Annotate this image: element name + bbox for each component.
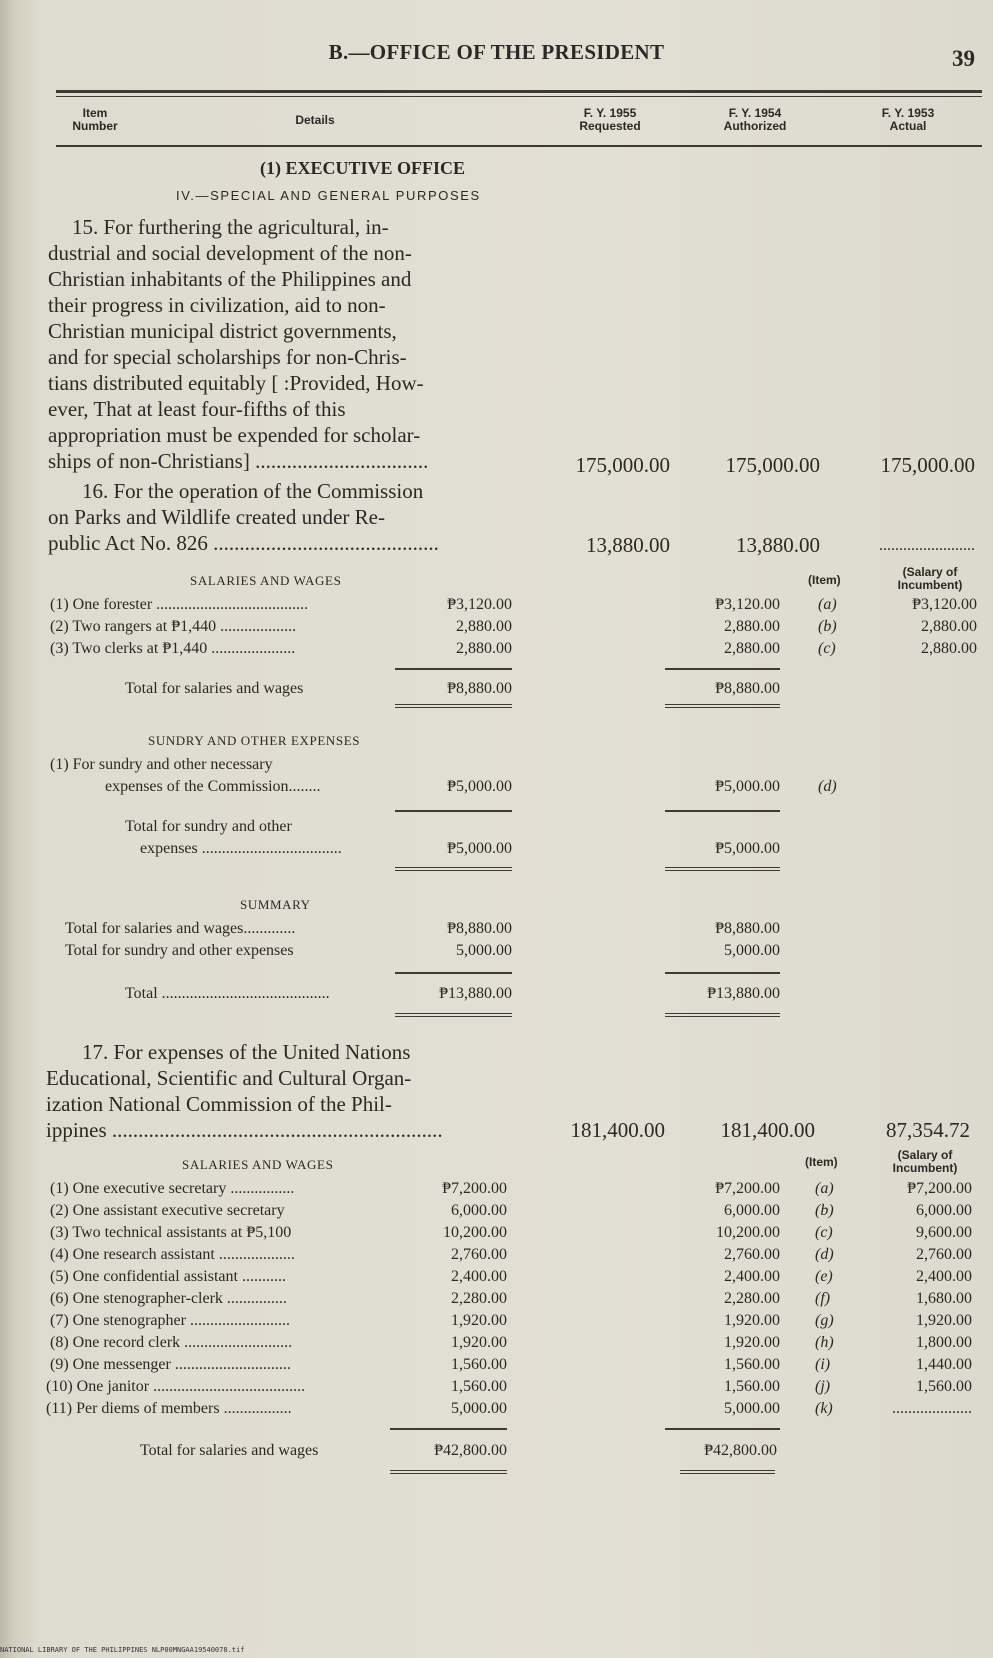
item17-salary-5-incumbent: 2,400.00 xyxy=(916,1268,972,1285)
item17-salary-4-item: (d) xyxy=(815,1246,834,1263)
item17-salary-9-item: (i) xyxy=(815,1356,831,1373)
rule xyxy=(665,972,780,974)
item17-line-2: Educational, Scientific and Cultural Organ- xyxy=(46,1066,412,1090)
item16-salary-1-item: (a) xyxy=(818,596,837,613)
rule xyxy=(665,1428,780,1430)
item16-sundry-line-2: expenses of the Commission........ xyxy=(105,778,321,795)
item16-total: ₱13,880.00 xyxy=(439,985,512,1002)
item16-summary-2-amount: 5,000.00 xyxy=(456,942,512,959)
item16-summary-1-amount: ₱8,880.00 xyxy=(447,920,512,937)
item16-sundry-amount: ₱5,000.00 xyxy=(447,778,512,795)
item17-salaries-total: ₱42,800.00 xyxy=(434,1442,507,1459)
rule xyxy=(665,810,780,812)
item16-sundry-heading: SUNDRY AND OTHER EXPENSES xyxy=(148,733,361,748)
item16-salary-1-amount: ₱3,120.00 xyxy=(447,596,512,613)
item17-salary-1-fy1954: ₱7,200.00 xyxy=(715,1180,780,1197)
item17-salary-6-item: (f) xyxy=(815,1290,831,1307)
item15-line-2: dustrial and social development of the non- xyxy=(48,241,412,265)
item17-salary-8-amount: 1,920.00 xyxy=(451,1334,507,1351)
item17-salary-6-text: (6) One stenographer-clerk ............... xyxy=(50,1290,287,1307)
item16-line-2: on Parks and Wildlife created under Re- xyxy=(48,505,385,529)
item17-fy1955: 181,400.00 xyxy=(570,1118,665,1142)
item17-salary-6-amount: 2,280.00 xyxy=(451,1290,507,1307)
rule xyxy=(395,810,512,812)
item17-salary-2-item: (b) xyxy=(815,1202,834,1219)
item17-salary-6-incumbent: 1,680.00 xyxy=(916,1290,972,1307)
item16-sundry-total-line-2: expenses ................................... xyxy=(140,840,342,857)
item16-sundry-total-line-1: Total for sundry and other xyxy=(125,818,292,835)
item17-salary-2-incumbent: 6,000.00 xyxy=(916,1202,972,1219)
rule xyxy=(665,668,780,670)
col-fy1954: F. Y. 1954 Authorized xyxy=(723,106,787,133)
item15-line-9: appropriation must be expended for scholar- xyxy=(48,423,421,447)
item17-fy1953: 87,354.72 xyxy=(886,1118,970,1142)
item17-salary-1-amount: ₱7,200.00 xyxy=(442,1180,507,1197)
item17-salary-9-text: (9) One messenger ............................. xyxy=(50,1356,291,1373)
item15-line-1: 15. For furthering the agricultural, in- xyxy=(72,215,389,239)
item16-salary-3-fy1954: 2,880.00 xyxy=(724,640,780,657)
item17-salary-3-incumbent: 9,600.00 xyxy=(916,1224,972,1241)
page-number: 39 xyxy=(952,46,975,71)
double-rule xyxy=(665,867,780,871)
column-header-rule xyxy=(56,145,982,147)
double-rule xyxy=(680,1470,775,1474)
item16-salaries-heading: SALARIES AND WAGES xyxy=(190,573,342,588)
item17-salary-5-item: (e) xyxy=(815,1268,833,1285)
double-rule xyxy=(390,1470,507,1474)
item16-incumbent-label: (Salary of Incumbent) xyxy=(897,565,963,592)
rule xyxy=(395,972,512,974)
item15-line-10: ships of non-Christians] ................................. xyxy=(48,449,429,473)
item15-line-6: and for special scholarships for non-Chris- xyxy=(48,345,407,369)
item16-salaries-total-label: Total for salaries and wages xyxy=(125,680,304,697)
item17-salary-7-amount: 1,920.00 xyxy=(451,1312,507,1329)
item16-total-fy1954: ₱13,880.00 xyxy=(707,985,780,1002)
item17-salary-11-amount: 5,000.00 xyxy=(451,1400,507,1417)
scan-footer: NATIONAL LIBRARY OF THE PHILIPPINES NLP00MNGAA19540078.tif xyxy=(0,1646,245,1654)
item17-salary-3-amount: 10,200.00 xyxy=(443,1224,507,1241)
item15-line-3: Christian inhabitants of the Philippines and xyxy=(48,267,412,291)
item16-sundry-total: ₱5,000.00 xyxy=(447,840,512,857)
item17-salary-1-text: (1) One executive secretary ................ xyxy=(50,1180,295,1197)
item17-salary-2-amount: 6,000.00 xyxy=(451,1202,507,1219)
header-rule xyxy=(56,90,982,93)
item17-salary-5-text: (5) One confidential assistant ........... xyxy=(50,1268,286,1285)
item17-salary-11-item: (k) xyxy=(815,1400,833,1417)
item16-total-label: Total .......................................... xyxy=(125,985,330,1002)
item17-salary-2-fy1954: 6,000.00 xyxy=(724,1202,780,1219)
item16-salary-2-fy1954: 2,880.00 xyxy=(724,618,780,635)
item17-salary-4-incumbent: 2,760.00 xyxy=(916,1246,972,1263)
item16-salary-3-incumbent: 2,880.00 xyxy=(921,640,977,657)
item16-fy1953: ........................ xyxy=(879,537,975,554)
item15-line-8: ever, That at least four-fifths of this xyxy=(48,397,346,421)
item17-salary-8-text: (8) One record clerk ........................... xyxy=(50,1334,293,1351)
item17-line-3: ization National Commission of the Phil- xyxy=(46,1092,392,1116)
item17-salaries-heading: SALARIES AND WAGES xyxy=(182,1157,334,1172)
item17-item-label: (Item) xyxy=(805,1155,838,1169)
item17-salary-5-amount: 2,400.00 xyxy=(451,1268,507,1285)
rule xyxy=(395,668,512,670)
item16-sundry-fy1954: ₱5,000.00 xyxy=(715,778,780,795)
item16-sundry-line-1: (1) For sundry and other necessary xyxy=(50,756,273,773)
item16-salary-1-text: (1) One forester ...................................... xyxy=(50,596,309,613)
page-title: B.—OFFICE OF THE PRESIDENT xyxy=(328,40,665,64)
item16-summary-2-text: Total for sundry and other expenses xyxy=(65,942,294,959)
item16-summary-2-fy1954: 5,000.00 xyxy=(724,942,780,959)
item17-salary-5-fy1954: 2,400.00 xyxy=(724,1268,780,1285)
item17-salary-7-fy1954: 1,920.00 xyxy=(724,1312,780,1329)
item17-salary-10-text: (10) One janitor ...................................... xyxy=(46,1378,306,1395)
item17-salary-2-text: (2) One assistant executive secretary xyxy=(50,1202,285,1219)
double-rule xyxy=(665,1013,780,1017)
item16-salary-3-text: (3) Two clerks at ₱1,440 ..................... xyxy=(50,640,296,657)
item17-salary-10-fy1954: 1,560.00 xyxy=(724,1378,780,1395)
double-rule xyxy=(395,1013,512,1017)
item15-line-5: Christian municipal district governments, xyxy=(48,319,397,343)
item15-fy1955: 175,000.00 xyxy=(575,453,670,477)
item16-line-1: 16. For the operation of the Commission xyxy=(82,479,424,503)
double-rule xyxy=(395,704,512,708)
rule xyxy=(390,1428,507,1430)
item15-fy1954: 175,000.00 xyxy=(725,453,820,477)
item16-salaries-total: ₱8,880.00 xyxy=(447,680,512,697)
col-item-number: Item Number xyxy=(72,106,118,133)
item16-item-label: (Item) xyxy=(808,573,841,587)
item17-salary-4-text: (4) One research assistant ................... xyxy=(50,1246,295,1263)
item17-salary-1-incumbent: ₱7,200.00 xyxy=(907,1180,972,1197)
double-rule xyxy=(395,867,512,871)
item16-fy1955: 13,880.00 xyxy=(586,533,670,557)
item17-salary-7-text: (7) One stenographer ......................... xyxy=(50,1312,290,1329)
item17-salary-11-fy1954: 5,000.00 xyxy=(724,1400,780,1417)
section-part: IV.—SPECIAL AND GENERAL PURPOSES xyxy=(176,188,481,203)
col-fy1953: F. Y. 1953 Actual xyxy=(881,106,935,133)
item17-salary-11-text: (11) Per diems of members ................. xyxy=(46,1400,292,1417)
item17-salary-8-item: (h) xyxy=(815,1334,834,1351)
item17-salary-10-item: (j) xyxy=(815,1378,831,1395)
item17-salary-4-amount: 2,760.00 xyxy=(451,1246,507,1263)
item17-salary-9-incumbent: 1,440.00 xyxy=(916,1356,972,1373)
item17-salary-8-incumbent: 1,800.00 xyxy=(916,1334,972,1351)
item16-summary-1-text: Total for salaries and wages............. xyxy=(65,920,296,937)
col-details: Details xyxy=(295,113,335,127)
item15-fy1953: 175,000.00 xyxy=(880,453,975,477)
item17-salary-9-fy1954: 1,560.00 xyxy=(724,1356,780,1373)
item16-salary-2-amount: 2,880.00 xyxy=(456,618,512,635)
item16-salary-2-text: (2) Two rangers at ₱1,440 ................... xyxy=(50,618,297,635)
item16-salary-1-fy1954: ₱3,120.00 xyxy=(715,596,780,613)
item16-line-3: public Act No. 826 ........................................... xyxy=(48,531,439,555)
col-fy1955: F. Y. 1955 Requested xyxy=(579,106,641,133)
item17-salaries-total-fy1954: ₱42,800.00 xyxy=(704,1442,777,1459)
item17-line-4: ippines ............................................................... xyxy=(46,1118,443,1142)
item17-salary-4-fy1954: 2,760.00 xyxy=(724,1246,780,1263)
item16-summary-1-fy1954: ₱8,880.00 xyxy=(715,920,780,937)
item17-salary-10-incumbent: 1,560.00 xyxy=(916,1378,972,1395)
item16-summary-heading: SUMMARY xyxy=(240,897,311,912)
item16-salary-3-amount: 2,880.00 xyxy=(456,640,512,657)
item17-salary-3-fy1954: 10,200.00 xyxy=(716,1224,780,1241)
item17-salary-7-incumbent: 1,920.00 xyxy=(916,1312,972,1329)
header-rule-thin xyxy=(56,96,982,97)
item17-salary-9-amount: 1,560.00 xyxy=(451,1356,507,1373)
item16-salary-3-item: (c) xyxy=(818,640,836,657)
item15-line-4: their progress in civilization, aid to non- xyxy=(48,293,386,317)
double-rule xyxy=(665,704,780,708)
item17-salary-6-fy1954: 2,280.00 xyxy=(724,1290,780,1307)
item17-salary-3-text: (3) Two technical assistants at ₱5,100 xyxy=(50,1224,292,1241)
item16-salary-2-item: (b) xyxy=(818,618,837,635)
item17-incumbent-label: (Salary of Incumbent) xyxy=(892,1148,958,1175)
item16-salaries-total-fy1954: ₱8,880.00 xyxy=(715,680,780,697)
item16-sundry-item: (d) xyxy=(818,778,837,795)
item17-salary-11-incumbent: .................... xyxy=(892,1400,972,1417)
item17-salary-3-item: (c) xyxy=(815,1224,833,1241)
item16-salary-1-incumbent: ₱3,120.00 xyxy=(912,596,977,613)
item17-salary-1-item: (a) xyxy=(815,1180,834,1197)
item16-sundry-total-fy1954: ₱5,000.00 xyxy=(715,840,780,857)
item17-fy1954: 181,400.00 xyxy=(720,1118,815,1142)
item17-line-1: 17. For expenses of the United Nations xyxy=(82,1040,411,1064)
item17-salary-10-amount: 1,560.00 xyxy=(451,1378,507,1395)
item17-salary-8-fy1954: 1,920.00 xyxy=(724,1334,780,1351)
item17-salaries-total-label: Total for salaries and wages xyxy=(140,1442,319,1459)
section-office: (1) EXECUTIVE OFFICE xyxy=(259,158,465,178)
item15-line-7: tians distributed equitably [ :Provided, How- xyxy=(48,371,424,395)
item16-salary-2-incumbent: 2,880.00 xyxy=(921,618,977,635)
item17-salary-7-item: (g) xyxy=(815,1312,834,1329)
item16-fy1954: 13,880.00 xyxy=(736,533,820,557)
